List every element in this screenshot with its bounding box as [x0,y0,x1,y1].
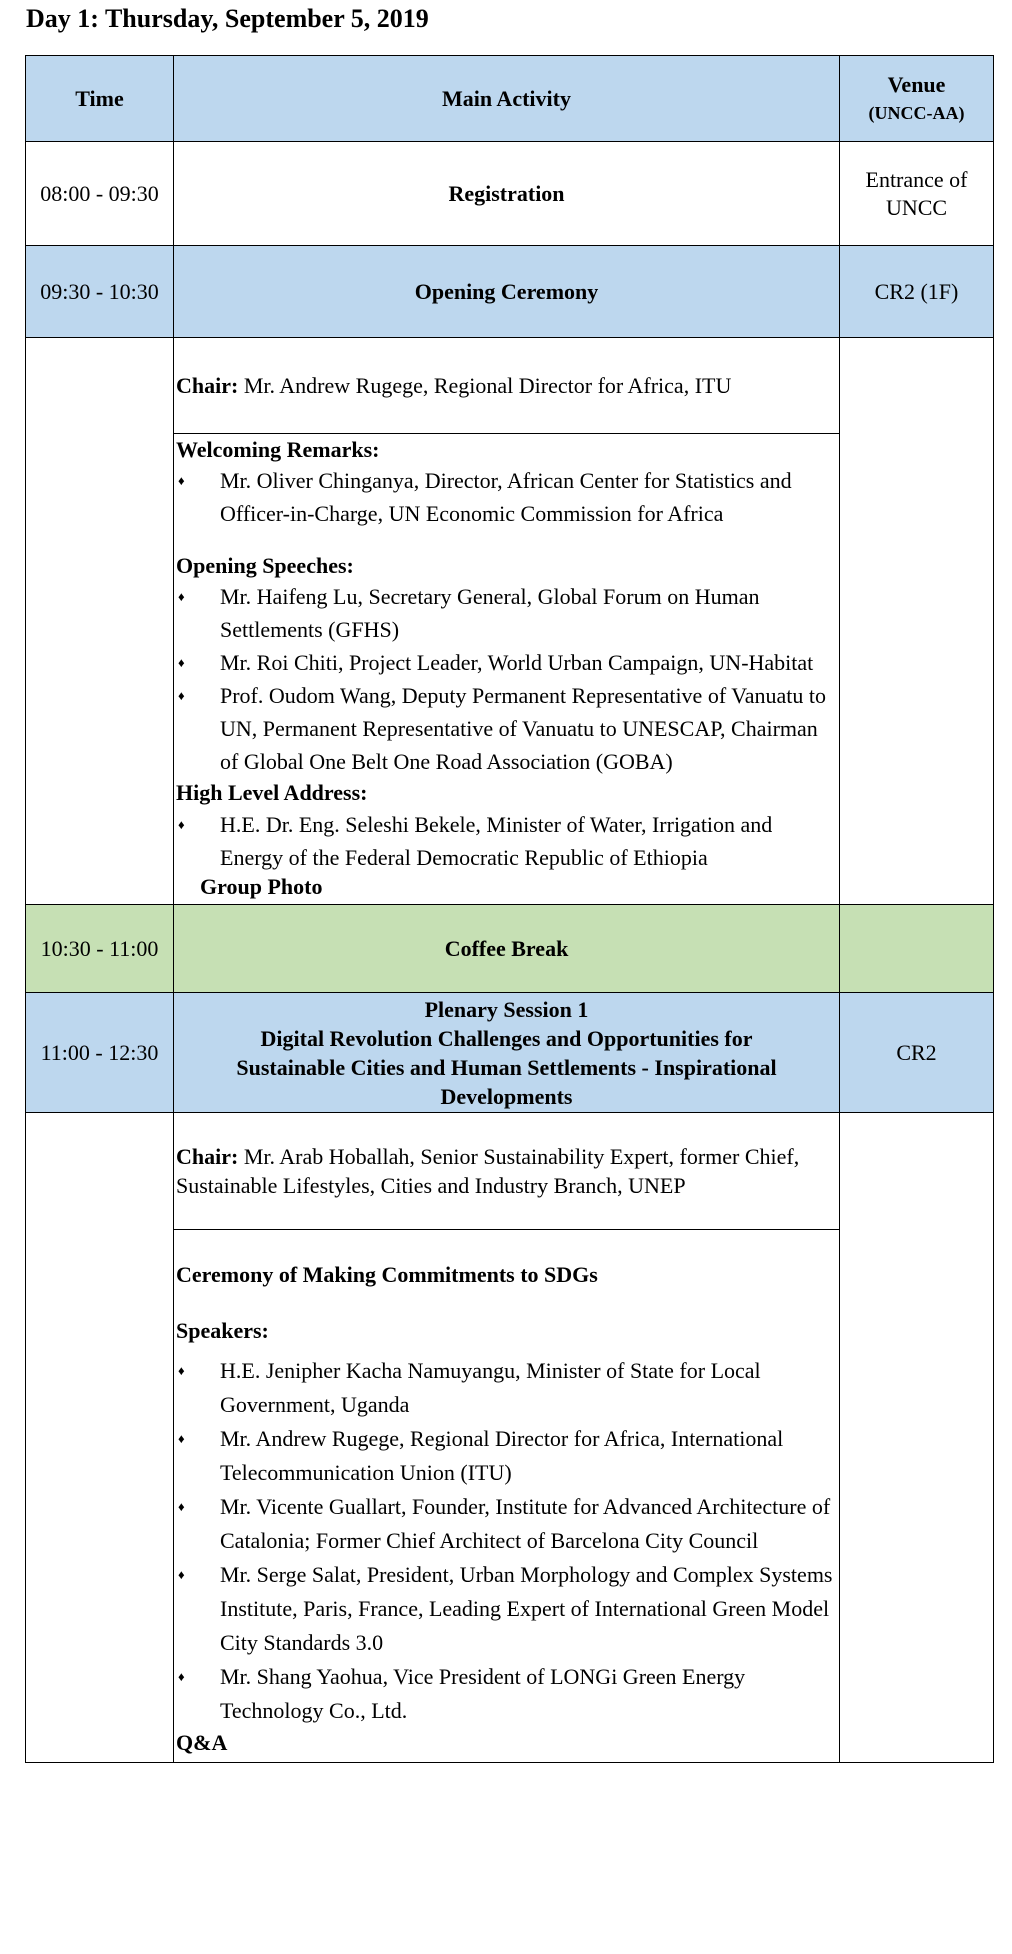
table-row [26,246,994,338]
header-venue-label: Venue [887,71,946,97]
empty-cell [840,1113,994,1763]
row-venue: CR2 [840,993,994,1113]
table-row [26,338,994,905]
list-item: ♦ Mr. Serge Salat, President, Urban Morphology and Complex Systems Institute, Paris, France, Leading Expert of International Green Model City Standards 3.0 [176,1558,837,1660]
row-activity: Coffee Break [174,905,840,993]
list-item: ♦ H.E. Dr. Eng. Seleshi Bekele, Minister of Water, Irrigation and Energy of the Federal Democratic Republic of Ethiopia [176,808,837,874]
table-row [26,905,994,993]
empty-cell [840,338,994,905]
plenary-line: Plenary Session 1 [424,996,589,1022]
address-label: High Level Address: [176,780,368,805]
venue-line: Entrance of [865,166,968,192]
venue-line: UNCC [885,194,948,220]
row-venue [840,142,994,246]
table-row [26,142,994,246]
header-time: Time [26,56,174,142]
row-time: 10:30 - 11:00 [26,905,174,993]
table-row [26,1113,994,1763]
row-time: 08:00 - 09:30 [26,142,174,246]
header-activity: Main Activity [174,56,840,142]
empty-cell [26,1113,174,1763]
qa-label: Q&A [176,1730,228,1755]
list-item: ♦ H.E. Jenipher Kacha Namuyangu, Minister of State for Local Government, Uganda [176,1354,837,1422]
row-time: 09:30 - 10:30 [26,246,174,338]
list-item: ♦ Mr. Andrew Rugege, Regional Director for Africa, International Telecommunication Union (ITU) [176,1422,837,1490]
plenary-line: Developments [440,1083,573,1109]
row-activity: Registration [174,142,840,246]
ceremony-label: Ceremony of Making Commitments to SDGs [176,1262,598,1287]
plenary-line: Digital Revolution Challenges and Opportunities for [260,1025,753,1051]
table-row [26,993,994,1113]
chair-text: Mr. Arab Hoballah, Senior Sustainability Expert, former Chief, Sustainable Lifestyles, Cities and Industry Branch, UNEP [176,1144,800,1198]
group-photo: Group Photo [200,874,323,899]
row-activity: Opening Ceremony [174,246,840,338]
welcome-label: Welcoming Remarks: [176,437,380,462]
list-item: ♦ Mr. Roi Chiti, Project Leader, World Urban Campaign, UN-Habitat [176,646,837,679]
table-header-row [26,56,994,142]
empty-cell [840,905,994,993]
opening-details-cell [174,338,840,905]
chair-text: Mr. Andrew Rugege, Regional Director for Africa, ITU [238,372,732,398]
row-activity [174,993,840,1113]
header-venue-sub: (UNCC-AA) [868,102,965,123]
list-item: ♦ Prof. Oudom Wang, Deputy Permanent Representative of Vanuatu to UN, Permanent Representative of Vanuatu to UNESCAP, Chairman of Global One Belt One Road Association (GOBA) [176,679,837,778]
empty-cell [26,338,174,905]
chair-label: Chair: [176,1144,239,1169]
plenary-details-cell [174,1113,840,1763]
row-venue: CR2 (1F) [840,246,994,338]
plenary-program [174,1229,839,1762]
opening-program [174,433,839,904]
schedule-table [25,55,994,1763]
header-venue [840,56,994,142]
chair-label: Chair: [176,372,239,398]
plenary-chair [174,1113,839,1229]
page-title: Day 1: Thursday, September 5, 2019 [26,4,429,33]
list-item: ♦ Mr. Vicente Guallart, Founder, Institute for Advanced Architecture of Catalonia; Former Chief Architect of Barcelona City Council [176,1490,837,1558]
speeches-label: Opening Speeches: [176,553,354,578]
row-time: 11:00 - 12:30 [26,993,174,1113]
plenary-line: Sustainable Cities and Human Settlements - Inspirational [236,1054,777,1080]
opening-chair [174,338,839,433]
list-item: ♦ Mr. Shang Yaohua, Vice President of LONGi Green Energy Technology Co., Ltd. [176,1660,837,1728]
speakers-label: Speakers: [176,1318,269,1343]
list-item: ♦ Mr. Oliver Chinganya, Director, African Center for Statistics and Officer-in-Charge, UN Economic Commission for Africa [176,464,837,530]
list-item: ♦ Mr. Haifeng Lu, Secretary General, Global Forum on Human Settlements (GFHS) [176,580,837,646]
